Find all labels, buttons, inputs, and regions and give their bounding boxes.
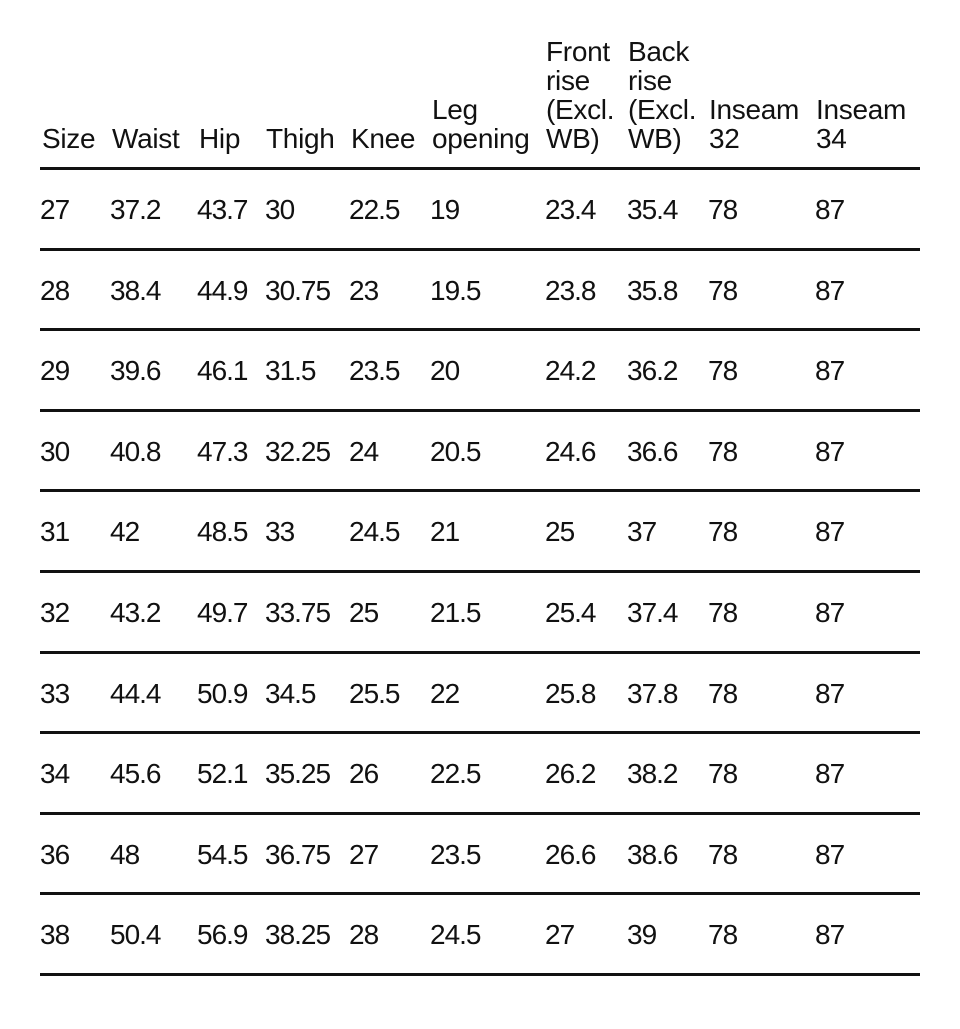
cell-knee: 24 bbox=[349, 435, 379, 467]
cell-front-rise: 26.6 bbox=[545, 838, 596, 870]
table-row bbox=[40, 331, 920, 412]
table-row bbox=[40, 251, 920, 332]
cell-hip: 52.1 bbox=[197, 758, 248, 790]
cell-inseam-34: 87 bbox=[815, 194, 845, 225]
cell-thigh: 33 bbox=[265, 516, 295, 548]
column-header-size: Size bbox=[42, 123, 96, 154]
cell-hip: 50.9 bbox=[197, 677, 248, 709]
cell-back-rise: 38.2 bbox=[627, 758, 678, 790]
cell-inseam-34: 87 bbox=[815, 758, 845, 790]
cell-knee: 26 bbox=[349, 758, 379, 790]
cell-front-rise: 26.2 bbox=[545, 758, 596, 790]
table-header-row bbox=[40, 0, 920, 170]
table-row bbox=[40, 654, 920, 735]
cell-waist: 44.4 bbox=[110, 677, 161, 709]
cell-thigh: 33.75 bbox=[265, 596, 331, 628]
cell-size: 31 bbox=[40, 516, 70, 548]
cell-size: 29 bbox=[40, 355, 70, 387]
cell-thigh: 32.25 bbox=[265, 435, 331, 467]
cell-waist: 38.4 bbox=[110, 274, 161, 306]
cell-inseam-34: 87 bbox=[815, 274, 845, 306]
cell-inseam-32: 78 bbox=[708, 919, 738, 951]
cell-front-rise: 27 bbox=[545, 919, 575, 951]
cell-knee: 25 bbox=[349, 596, 379, 628]
cell-back-rise: 36.6 bbox=[627, 435, 678, 467]
cell-leg-opening: 22.5 bbox=[430, 758, 481, 790]
cell-waist: 45.6 bbox=[110, 758, 161, 790]
size-chart-table bbox=[40, 0, 920, 976]
cell-leg-opening: 20 bbox=[430, 355, 460, 387]
table-row bbox=[40, 412, 920, 493]
cell-back-rise: 35.8 bbox=[627, 274, 678, 306]
cell-front-rise: 23.8 bbox=[545, 274, 596, 306]
column-header-leg-opening: Leg opening bbox=[432, 94, 530, 154]
column-header-knee: Knee bbox=[351, 123, 416, 154]
cell-hip: 43.7 bbox=[197, 194, 248, 225]
cell-inseam-34: 87 bbox=[815, 435, 845, 467]
cell-knee: 27 bbox=[349, 838, 379, 870]
cell-front-rise: 25 bbox=[545, 516, 575, 548]
cell-waist: 48 bbox=[110, 838, 140, 870]
cell-inseam-34: 87 bbox=[815, 919, 845, 951]
cell-hip: 54.5 bbox=[197, 838, 248, 870]
cell-leg-opening: 20.5 bbox=[430, 435, 481, 467]
cell-back-rise: 38.6 bbox=[627, 838, 678, 870]
cell-waist: 39.6 bbox=[110, 355, 161, 387]
cell-size: 30 bbox=[40, 435, 70, 467]
table-row bbox=[40, 573, 920, 654]
cell-waist: 43.2 bbox=[110, 596, 161, 628]
cell-hip: 47.3 bbox=[197, 435, 248, 467]
table-row bbox=[40, 734, 920, 815]
cell-inseam-32: 78 bbox=[708, 838, 738, 870]
cell-size: 28 bbox=[40, 274, 70, 306]
table-row bbox=[40, 815, 920, 896]
cell-hip: 46.1 bbox=[197, 355, 248, 387]
cell-inseam-34: 87 bbox=[815, 838, 845, 870]
cell-leg-opening: 19.5 bbox=[430, 274, 481, 306]
cell-back-rise: 35.4 bbox=[627, 194, 678, 225]
cell-back-rise: 37 bbox=[627, 516, 657, 548]
cell-thigh: 34.5 bbox=[265, 677, 316, 709]
cell-knee: 24.5 bbox=[349, 516, 400, 548]
cell-waist: 42 bbox=[110, 516, 140, 548]
cell-inseam-32: 78 bbox=[708, 677, 738, 709]
cell-thigh: 36.75 bbox=[265, 838, 331, 870]
table-row bbox=[40, 492, 920, 573]
cell-inseam-32: 78 bbox=[708, 516, 738, 548]
cell-knee: 23 bbox=[349, 274, 379, 306]
cell-size: 27 bbox=[40, 194, 70, 225]
cell-size: 38 bbox=[40, 919, 70, 951]
cell-waist: 40.8 bbox=[110, 435, 161, 467]
cell-thigh: 38.25 bbox=[265, 919, 331, 951]
cell-thigh: 30.75 bbox=[265, 274, 331, 306]
cell-knee: 25.5 bbox=[349, 677, 400, 709]
cell-knee: 23.5 bbox=[349, 355, 400, 387]
cell-back-rise: 37.8 bbox=[627, 677, 678, 709]
cell-inseam-34: 87 bbox=[815, 355, 845, 387]
cell-inseam-32: 78 bbox=[708, 274, 738, 306]
cell-size: 36 bbox=[40, 838, 70, 870]
column-header-waist: Waist bbox=[112, 123, 180, 154]
cell-back-rise: 39 bbox=[627, 919, 657, 951]
cell-inseam-32: 78 bbox=[708, 435, 738, 467]
cell-front-rise: 25.4 bbox=[545, 596, 596, 628]
cell-hip: 44.9 bbox=[197, 274, 248, 306]
cell-size: 32 bbox=[40, 596, 70, 628]
column-header-front-rise: Front rise (Excl. WB) bbox=[546, 36, 615, 154]
cell-thigh: 30 bbox=[265, 194, 295, 225]
table-body bbox=[40, 170, 920, 976]
cell-leg-opening: 21.5 bbox=[430, 596, 481, 628]
cell-inseam-32: 78 bbox=[708, 194, 738, 225]
cell-leg-opening: 22 bbox=[430, 677, 460, 709]
cell-front-rise: 24.6 bbox=[545, 435, 596, 467]
cell-inseam-32: 78 bbox=[708, 355, 738, 387]
cell-front-rise: 25.8 bbox=[545, 677, 596, 709]
cell-inseam-32: 78 bbox=[708, 596, 738, 628]
cell-inseam-34: 87 bbox=[815, 677, 845, 709]
column-header-thigh: Thigh bbox=[266, 123, 335, 154]
column-header-back-rise: Back rise (Excl. WB) bbox=[628, 36, 697, 154]
cell-thigh: 35.25 bbox=[265, 758, 331, 790]
cell-hip: 48.5 bbox=[197, 516, 248, 548]
cell-waist: 50.4 bbox=[110, 919, 161, 951]
column-header-inseam-34: Inseam 34 bbox=[816, 94, 907, 154]
cell-front-rise: 24.2 bbox=[545, 355, 596, 387]
cell-hip: 49.7 bbox=[197, 596, 248, 628]
cell-size: 33 bbox=[40, 677, 70, 709]
cell-back-rise: 37.4 bbox=[627, 596, 678, 628]
cell-thigh: 31.5 bbox=[265, 355, 316, 387]
cell-front-rise: 23.4 bbox=[545, 194, 596, 225]
cell-inseam-34: 87 bbox=[815, 516, 845, 548]
cell-inseam-32: 78 bbox=[708, 758, 738, 790]
column-header-inseam-32: Inseam 32 bbox=[709, 94, 800, 154]
cell-knee: 22.5 bbox=[349, 194, 400, 225]
table-row bbox=[40, 895, 920, 976]
cell-leg-opening: 21 bbox=[430, 516, 460, 548]
cell-inseam-34: 87 bbox=[815, 596, 845, 628]
column-header-hip: Hip bbox=[199, 123, 241, 154]
cell-leg-opening: 23.5 bbox=[430, 838, 481, 870]
cell-hip: 56.9 bbox=[197, 919, 248, 951]
cell-size: 34 bbox=[40, 758, 70, 790]
cell-waist: 37.2 bbox=[110, 194, 161, 225]
cell-leg-opening: 24.5 bbox=[430, 919, 481, 951]
cell-knee: 28 bbox=[349, 919, 379, 951]
cell-leg-opening: 19 bbox=[430, 194, 460, 225]
cell-back-rise: 36.2 bbox=[627, 355, 678, 387]
table-row bbox=[40, 170, 920, 251]
